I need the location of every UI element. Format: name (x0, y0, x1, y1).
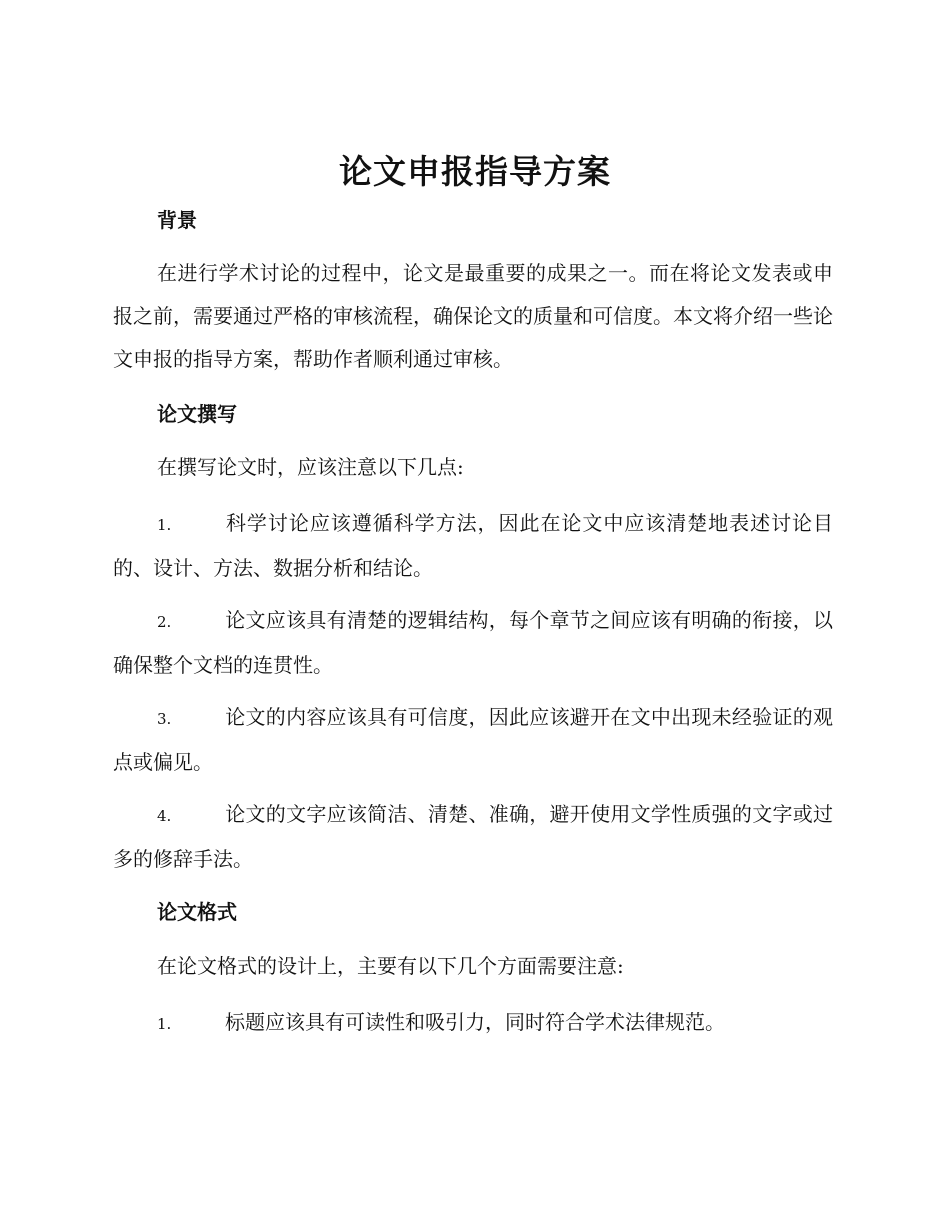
list-item (113, 502, 833, 590)
list-item-text: 科学讨论应该遵循科学方法，因此在论文中应该清楚地表述讨论目的、设计、方法、数据分析和结论。 (113, 511, 833, 580)
list-item-number: 2. (157, 613, 172, 631)
list-item (113, 793, 833, 881)
list-item (113, 696, 833, 784)
list-item-number: 3. (157, 710, 172, 728)
list-item-number: 1. (157, 1015, 172, 1033)
writing-intro-paragraph: 在撰写论文时，应该注意以下几点: (157, 455, 464, 479)
list-item-number: 1. (157, 516, 172, 534)
list-item-text: 论文应该具有清楚的逻辑结构，每个章节之间应该有明确的衔接，以确保整个文档的连贯性。 (113, 608, 833, 677)
section-heading-format: 论文格式 (157, 900, 237, 924)
list-item (113, 599, 833, 687)
section-heading-writing: 论文撰写 (157, 402, 237, 426)
list-item-text: 标题应该具有可读性和吸引力，同时符合学术法律规范。 (225, 1010, 725, 1034)
list-item-text: 论文的文字应该简洁、清楚、准确，避开使用文学性质强的文字或过多的修辞手法。 (113, 802, 833, 871)
document-title: 论文申报指导方案 (339, 152, 611, 191)
format-intro-paragraph: 在论文格式的设计上，主要有以下几个方面需要注意: (157, 954, 624, 978)
list-item-number: 4. (157, 807, 172, 825)
background-paragraph: 在进行学术讨论的过程中，论文是最重要的成果之一。而在将论文发表或申报之前，需要通过严格的审核流程，确保论文的质量和可信度。本文将介绍一些论文申报的指导方案，帮助作者顺利通过审核。 (113, 261, 833, 371)
section-heading-background: 背景 (157, 208, 197, 232)
list-item-text: 论文的内容应该具有可信度，因此应该避开在文中出现未经验证的观点或偏见。 (113, 705, 833, 774)
list-item (113, 1001, 833, 1046)
